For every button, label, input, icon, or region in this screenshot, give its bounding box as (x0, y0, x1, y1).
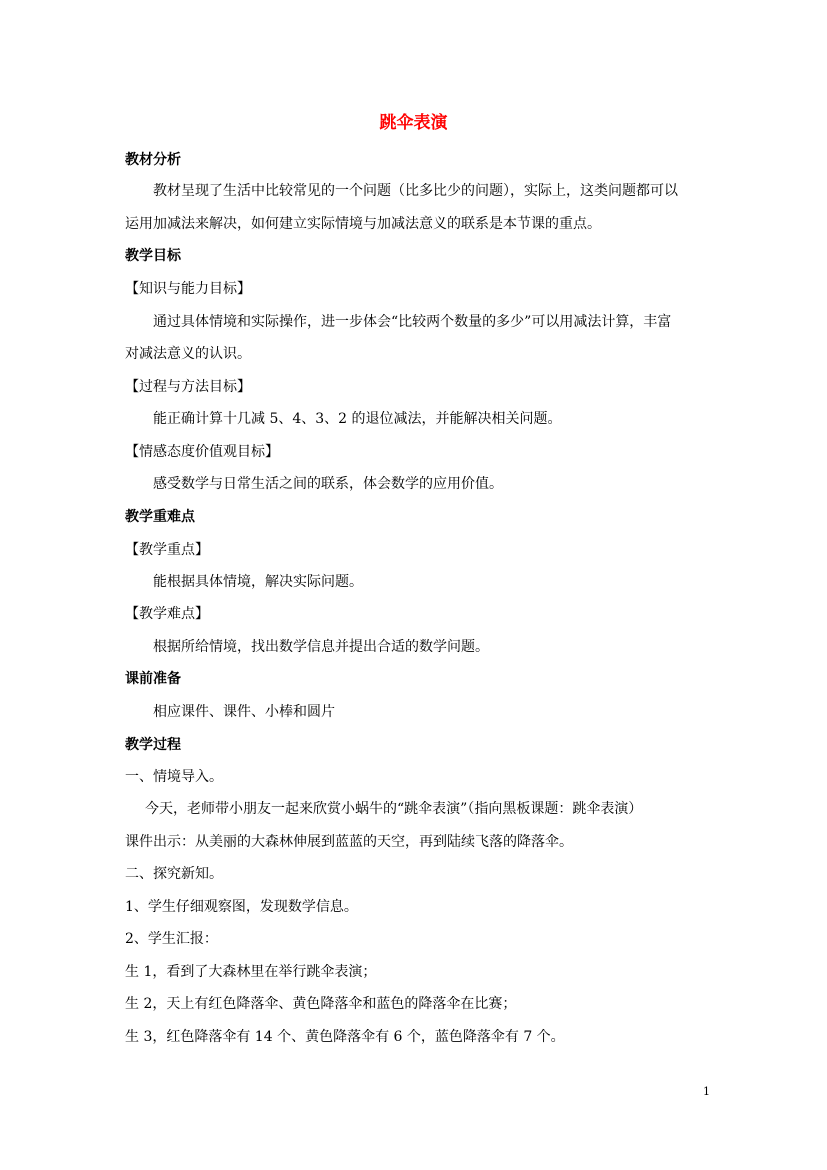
difficulty-label: 【教学难点】 (125, 606, 209, 622)
emotion-goal-label: 【情感态度价值观目标】 (125, 444, 279, 460)
analysis-paragraph-line-1: 教材呈现了生活中比较常见的一个问题（比多比少的问题），实际上，这类问题都可以 (153, 183, 678, 199)
courseware-text: 课件出示：从美丽的大森林伸展到蓝蓝的天空，再到陆续飞落的降落伞。 (125, 834, 573, 850)
student-answer-1: 生 1，看到了大森林里在举行跳伞表演； (125, 964, 377, 980)
process-item-2: 2、学生汇报： (125, 931, 218, 947)
knowledge-goal-line-1: 通过具体情境和实际操作，进一步体会“比较两个数量的多少”可以用减法计算，丰富 (153, 314, 672, 330)
heading-keypoints: 教学重难点 (125, 509, 195, 525)
heading-analysis: 教材分析 (125, 152, 181, 168)
difficulty-text: 根据所给情境，找出数学信息并提出合适的数学问题。 (153, 639, 489, 655)
analysis-paragraph-line-2: 运用加减法来解决，如何建立实际情境与加减法意义的联系是本节课的重点。 (125, 216, 601, 232)
emotion-goal-text: 感受数学与日常生活之间的联系，体会数学的应用价值。 (153, 476, 503, 492)
process-item-1: 1、学生仔细观察图，发现数学信息。 (125, 899, 358, 915)
document-title: 跳伞表演 (379, 113, 448, 133)
process-step-2: 二、探究新知。 (125, 866, 223, 882)
process-step-1: 一、情境导入。 (125, 769, 223, 785)
process-goal-text: 能正确计算十几减 5、4、3、2 的退位减法，并能解决相关问题。 (153, 411, 562, 427)
student-answer-2: 生 2，天上有红色降落伞、黄色降落伞和蓝色的降落伞在比赛； (125, 996, 517, 1012)
knowledge-goal-label: 【知识与能力目标】 (125, 281, 251, 297)
heading-process: 教学过程 (125, 737, 181, 753)
focus-label: 【教学重点】 (125, 542, 209, 558)
focus-text: 能根据具体情境，解决实际问题。 (153, 574, 363, 590)
heading-preparation: 课前准备 (125, 671, 181, 687)
page-number: 1 (703, 1085, 710, 1098)
process-goal-label: 【过程与方法目标】 (125, 379, 251, 395)
knowledge-goal-line-2: 对减法意义的认识。 (125, 346, 251, 362)
process-step-1-text: 今天，老师带小朋友一起来欣赏小蜗牛的“跳伞表演”（指向黑板课题：跳伞表演） (145, 801, 643, 817)
student-answer-3: 生 3，红色降落伞有 14 个、黄色降落伞有 6 个，蓝色降落伞有 7 个。 (125, 1029, 565, 1045)
preparation-text: 相应课件、课件、小棒和圆片 (153, 704, 335, 720)
heading-goals: 教学目标 (125, 248, 181, 264)
